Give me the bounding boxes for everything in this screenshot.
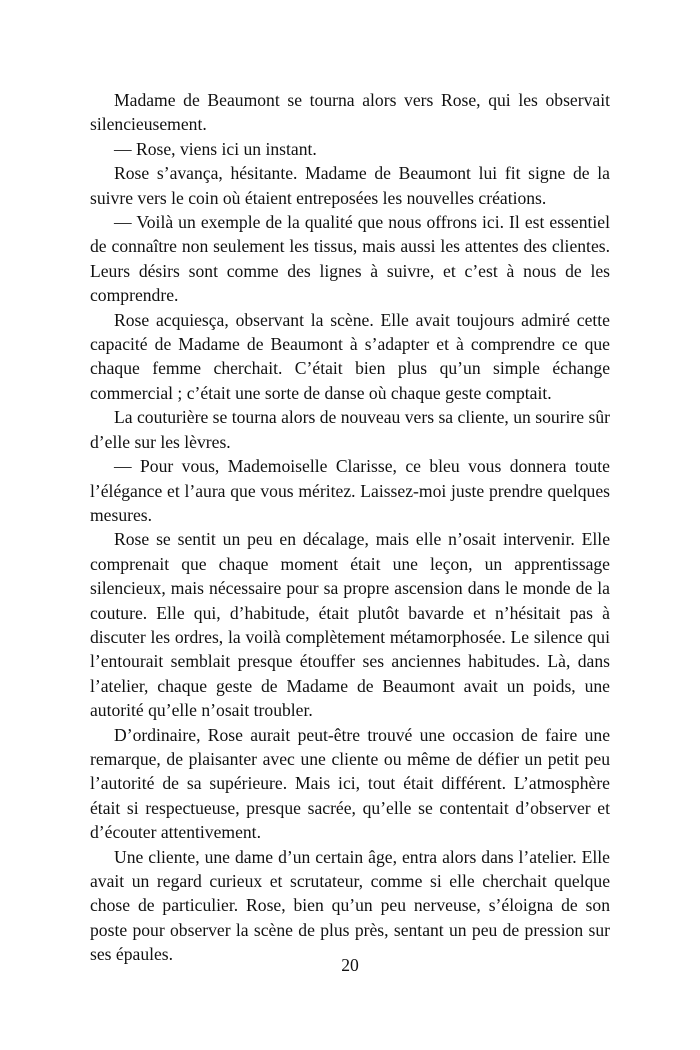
paragraph: D’ordinaire, Rose aurait peut-être trouvé une occasion de faire une remarque, de plaisanter avec une cliente ou même de défier un petit peu l’autorité de sa supérieure. Mais ici, tout était différent. L’atmosphère était si respectueuse, presque sacrée, qu’elle se contentait d’observer et d’écouter attentivement.	[90, 724, 610, 843]
paragraph: — Rose, viens ici un instant.	[114, 138, 317, 159]
paragraph: Rose s’avança, hésitante. Madame de Beaumont lui fit signe de la suivre vers le coin où étaient entreposées les nouvelles créations.	[90, 163, 610, 208]
body-text	[90, 88, 610, 967]
paragraph: Rose acquiesça, observant la scène. Elle avait toujours admiré cette capacité de Madame de Beaumont à s’adapter et à comprendre ce que chaque femme cherchait. C’était bien plus qu’un simple échange commercial ; c’était une sorte de danse où chaque geste comptait.	[90, 309, 610, 403]
paragraph: La couturière se tourna alors de nouveau vers sa cliente, un sourire sûr d’elle sur les lèvres.	[90, 407, 610, 452]
page-number: 20	[341, 955, 359, 975]
paragraph: — Voilà un exemple de la qualité que nous offrons ici. Il est essentiel de connaître non seulement les tissus, mais aussi les attentes des clientes. Leurs désirs sont comme des lignes à suivre, et c’est à nous de les comprendre.	[90, 212, 610, 306]
paragraph: — Pour vous, Mademoiselle Clarisse, ce bleu vous donnera toute l’élégance et l’aura que vous méritez. Laissez-moi juste prendre quelques mesures.	[90, 456, 610, 525]
paragraph: Madame de Beaumont se tourna alors vers Rose, qui les observait silencieusement.	[90, 90, 610, 135]
paragraph: Une cliente, une dame d’un certain âge, entra alors dans l’atelier. Elle avait un regard curieux et scrutateur, comme si elle cherchait quelque chose de particulier. Rose, bien qu’un peu nerveuse, s’éloigna de son poste pour observer la scène de plus près, sentant un peu de pression sur ses épaules.	[90, 846, 610, 965]
paragraph: Rose se sentit un peu en décalage, mais elle n’osait intervenir. Elle comprenait que chaque moment était une leçon, un apprentissage silencieux, mais nécessaire pour sa propre ascension dans le monde de la couture. Elle qui, d’habitude, était plutôt bavarde et n’hésitait pas à discuter les ordres, la voilà complètement métamorphosée. Le silence qui l’entourait semblait presque étouffer ses anciennes habitudes. Là, dans l’atelier, chaque geste de Madame de Beaumont avait un poids, une autorité qu’elle n’osait troubler.	[90, 529, 610, 721]
